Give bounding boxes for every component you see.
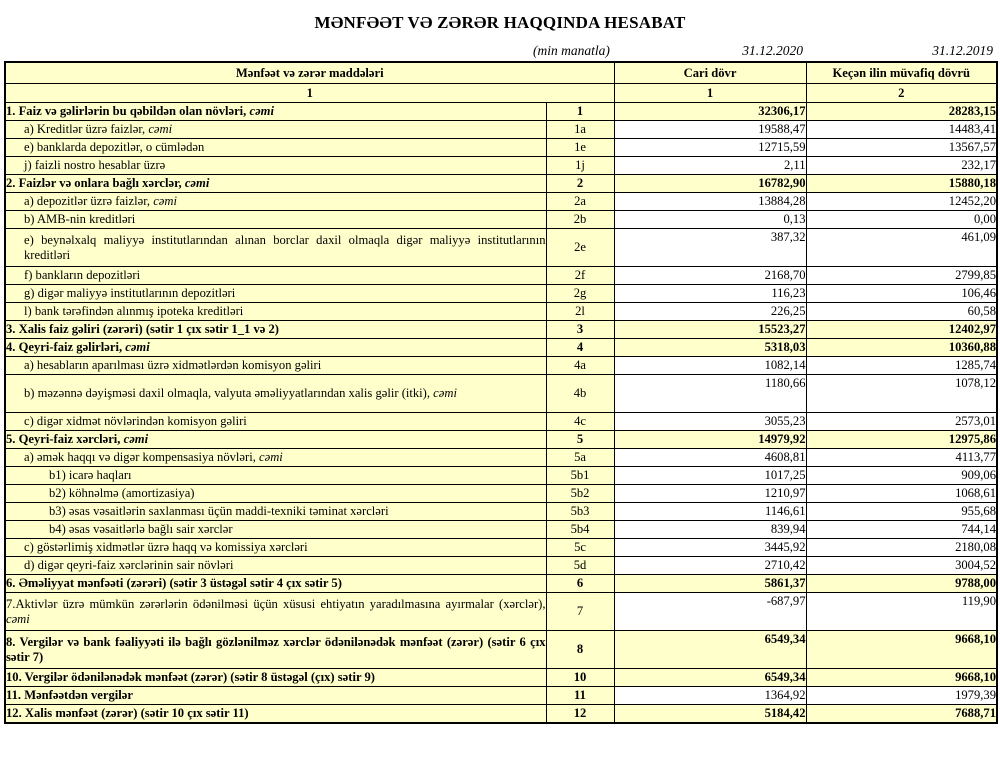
index-previous: 2 — [806, 84, 997, 103]
table-row — [5, 557, 997, 575]
row-number: 5a — [546, 449, 614, 467]
row-label-text: g) digər maliyyə institutlarının depozitləri — [24, 286, 236, 301]
value-previous-period: 461,09 — [806, 229, 997, 267]
row-number: 8 — [546, 631, 614, 669]
row-label — [5, 503, 546, 521]
row-number: 12 — [546, 705, 614, 724]
value-previous-period: 3004,52 — [806, 557, 997, 575]
table-row — [5, 669, 997, 687]
row-label-text: 4. Qeyri-faiz gəlirləri, — [6, 340, 126, 355]
value-current-period: 1364,92 — [614, 687, 806, 705]
value-current-period: 116,23 — [614, 285, 806, 303]
value-current-period: 3055,23 — [614, 413, 806, 431]
table-row — [5, 139, 997, 157]
row-label-text: 8. Vergilər və bank fəaliyyəti ilə bağlı gözlənilməz xərclər ödənilənədək mənfəət (zərər) (sətir 6 çıx sətir 7) — [6, 634, 546, 664]
value-previous-period: 0,00 — [806, 211, 997, 229]
table-row — [5, 687, 997, 705]
row-number: 1a — [546, 121, 614, 139]
table-row — [5, 357, 997, 375]
row-number: 5b3 — [546, 503, 614, 521]
value-current-period: 12715,59 — [614, 139, 806, 157]
index-current: 1 — [614, 84, 806, 103]
table-row — [5, 705, 997, 724]
row-label-italic-suffix: cəmi — [249, 104, 274, 119]
row-number: 2l — [546, 303, 614, 321]
row-label-text: b2) köhnəlmə (amortizasiya) — [49, 486, 195, 501]
row-label-italic-suffix: cəmi — [123, 432, 149, 447]
row-label-text: 3. Xalis faiz gəliri (zərəri) (sətir 1 çıx sətir 1_1 və 2) — [6, 322, 279, 337]
row-number: 4b — [546, 375, 614, 413]
row-label — [5, 575, 546, 593]
date-current: 31.12.2020 — [742, 43, 803, 58]
row-label-text: a) hesabların aparılması üzrə xidmətlərdən komisyon gəliri — [24, 358, 322, 373]
value-current-period: 6549,34 — [614, 631, 806, 669]
table-row — [5, 303, 997, 321]
row-label-text: 10. Vergilər ödənilənədək mənfəət (zərər) (sətir 8 üstəgəl (çıx) sətir 9) — [6, 670, 375, 685]
pnl-table — [4, 61, 998, 724]
row-label — [5, 267, 546, 285]
value-current-period: 0,13 — [614, 211, 806, 229]
row-number: 1 — [546, 103, 614, 121]
value-current-period: 1146,61 — [614, 503, 806, 521]
row-label — [5, 431, 546, 449]
row-label — [5, 557, 546, 575]
row-label-italic-suffix: cəmi — [259, 450, 283, 465]
row-number: 6 — [546, 575, 614, 593]
value-previous-period: 12975,86 — [806, 431, 997, 449]
value-current-period: 226,25 — [614, 303, 806, 321]
table-row — [5, 593, 997, 631]
table-row — [5, 539, 997, 557]
value-previous-period: 1979,39 — [806, 687, 997, 705]
value-previous-period: 15880,18 — [806, 175, 997, 193]
table-row — [5, 175, 997, 193]
row-number: 5b4 — [546, 521, 614, 539]
value-current-period: 32306,17 — [614, 103, 806, 121]
row-label-text: 12. Xalis mənfəət (zərər) (sətir 10 çıx sətir 11) — [6, 706, 249, 721]
value-previous-period: 909,06 — [806, 467, 997, 485]
unit-note: (min manatla) — [533, 43, 610, 58]
value-current-period: 2168,70 — [614, 267, 806, 285]
row-number: 5c — [546, 539, 614, 557]
row-label — [5, 121, 546, 139]
row-label — [5, 229, 546, 267]
row-number: 11 — [546, 687, 614, 705]
table-row — [5, 575, 997, 593]
row-label-text: a) əmək haqqı və digər kompensasiya növləri, — [24, 450, 260, 465]
row-number: 2a — [546, 193, 614, 211]
table-row — [5, 431, 997, 449]
table-row — [5, 413, 997, 431]
row-label-text: b) məzənnə dəyişməsi daxil olmaqla, valyuta əməliyyatlarından xalis gəlir (itki), — [24, 386, 434, 401]
row-label — [5, 321, 546, 339]
row-label — [5, 175, 546, 193]
row-label — [5, 687, 546, 705]
header-previous-column: Keçən ilin müvafiq dövrü — [806, 62, 997, 84]
table-row — [5, 521, 997, 539]
value-current-period: 19588,47 — [614, 121, 806, 139]
value-previous-period: 60,58 — [806, 303, 997, 321]
value-current-period: 1017,25 — [614, 467, 806, 485]
row-label-italic-suffix: cəmi — [433, 386, 457, 401]
value-previous-period: 13567,57 — [806, 139, 997, 157]
table-row — [5, 485, 997, 503]
table-row — [5, 467, 997, 485]
row-label — [5, 413, 546, 431]
value-current-period: 839,94 — [614, 521, 806, 539]
value-previous-period: 28283,15 — [806, 103, 997, 121]
value-current-period: 4608,81 — [614, 449, 806, 467]
row-number: 2f — [546, 267, 614, 285]
row-label — [5, 375, 546, 413]
value-current-period: 6549,34 — [614, 669, 806, 687]
row-number: 2e — [546, 229, 614, 267]
value-previous-period: 232,17 — [806, 157, 997, 175]
value-current-period: 5318,03 — [614, 339, 806, 357]
row-label-text: c) digər xidmət növlərindən komisyon gəliri — [24, 414, 247, 429]
row-label — [5, 139, 546, 157]
value-previous-period: 2573,01 — [806, 413, 997, 431]
row-label-text: b1) icarə haqları — [49, 468, 132, 483]
value-previous-period: 1068,61 — [806, 485, 997, 503]
table-row — [5, 503, 997, 521]
value-previous-period: 4113,77 — [806, 449, 997, 467]
value-current-period: 1180,66 — [614, 375, 806, 413]
value-previous-period: 2180,08 — [806, 539, 997, 557]
row-label — [5, 521, 546, 539]
row-label-text: 7.Aktivlər üzrə mümkün zərərlərin ödənilməsi üçün xüsusi ehtiyatın yaradılmasına ayırmalar (xərclər), — [6, 596, 546, 611]
table-row — [5, 157, 997, 175]
row-label — [5, 193, 546, 211]
value-previous-period: 10360,88 — [806, 339, 997, 357]
meta-row — [4, 43, 996, 59]
table-row — [5, 121, 997, 139]
row-label — [5, 211, 546, 229]
value-previous-period: 12402,97 — [806, 321, 997, 339]
row-number: 5b1 — [546, 467, 614, 485]
row-label-text: f) bankların depozitləri — [24, 268, 141, 283]
row-label-text: 11. Mənfəətdən vergilər — [6, 688, 133, 703]
row-label-text: 1. Faiz və gəlirlərin bu qəbildən olan növləri, — [6, 104, 250, 119]
row-label-italic-suffix: cəmi — [148, 122, 173, 137]
table-row — [5, 211, 997, 229]
table-row — [5, 229, 997, 267]
row-label-italic-suffix: cəmi — [6, 611, 30, 626]
value-current-period: 3445,92 — [614, 539, 806, 557]
row-label-text: e) beynəlxalq maliyyə institutlarından alınan borclar daxil olmaqla digər maliyyə institutlarının kreditləri — [24, 232, 546, 262]
row-label — [5, 339, 546, 357]
value-current-period: 14979,92 — [614, 431, 806, 449]
row-label — [5, 539, 546, 557]
table-header-row — [5, 62, 997, 84]
value-current-period: 16782,90 — [614, 175, 806, 193]
row-label-text: 2. Faizlər və onlara bağlı xərclər, — [6, 176, 185, 191]
value-current-period: 2710,42 — [614, 557, 806, 575]
table-row — [5, 193, 997, 211]
row-label-text: d) digər qeyri-faiz xərclərinin sair növləri — [24, 558, 234, 573]
header-items-column: Mənfəət və zərər maddələri — [5, 62, 614, 84]
row-label — [5, 593, 546, 631]
row-number: 4c — [546, 413, 614, 431]
value-current-period: -687,97 — [614, 593, 806, 631]
row-label — [5, 357, 546, 375]
value-previous-period: 7688,71 — [806, 705, 997, 724]
page-title: MƏNFƏƏT VƏ ZƏRƏR HAQQINDA HESABAT — [314, 13, 686, 32]
column-index-row — [5, 84, 997, 103]
row-number: 7 — [546, 593, 614, 631]
row-label-italic-suffix: cəmi — [125, 340, 150, 355]
row-label-text: j) faizli nostro hesablar üzrə — [24, 158, 166, 173]
value-current-period: 1082,14 — [614, 357, 806, 375]
row-number: 10 — [546, 669, 614, 687]
row-label — [5, 485, 546, 503]
row-number: 2g — [546, 285, 614, 303]
value-current-period: 13884,28 — [614, 193, 806, 211]
row-number: 5 — [546, 431, 614, 449]
table-row — [5, 375, 997, 413]
table-row — [5, 267, 997, 285]
row-label — [5, 705, 546, 724]
row-number: 2 — [546, 175, 614, 193]
value-current-period: 1210,97 — [614, 485, 806, 503]
row-label — [5, 285, 546, 303]
row-number: 1j — [546, 157, 614, 175]
value-current-period: 15523,27 — [614, 321, 806, 339]
value-previous-period: 2799,85 — [806, 267, 997, 285]
row-label-text: c) göstərlimiş xidmətlər üzrə haqq və komissiya xərcləri — [24, 540, 308, 555]
value-previous-period: 14483,41 — [806, 121, 997, 139]
value-previous-period: 119,90 — [806, 593, 997, 631]
row-label — [5, 449, 546, 467]
table-row — [5, 339, 997, 357]
date-previous: 31.12.2019 — [932, 43, 993, 58]
value-previous-period: 9668,10 — [806, 669, 997, 687]
header-current-column: Cari dövr — [614, 62, 806, 84]
value-previous-period: 9788,00 — [806, 575, 997, 593]
table-row — [5, 631, 997, 669]
value-previous-period: 9668,10 — [806, 631, 997, 669]
row-number: 3 — [546, 321, 614, 339]
row-number: 5b2 — [546, 485, 614, 503]
value-current-period: 5861,37 — [614, 575, 806, 593]
table-row — [5, 321, 997, 339]
row-label — [5, 103, 546, 121]
table-row — [5, 449, 997, 467]
table-row — [5, 103, 997, 121]
row-number: 5d — [546, 557, 614, 575]
row-label-text: e) banklarda depozitlər, o cümlədən — [24, 140, 205, 155]
row-label — [5, 303, 546, 321]
row-label-text: b4) əsas vəsaitlərlə bağlı sair xərclər — [49, 522, 233, 537]
value-previous-period: 955,68 — [806, 503, 997, 521]
row-label-text: b) AMB-nin kreditləri — [24, 212, 136, 227]
row-number: 4 — [546, 339, 614, 357]
row-label-text: l) bank tərəfindən alınmış ipoteka kreditləri — [24, 304, 244, 319]
value-current-period: 387,32 — [614, 229, 806, 267]
row-label-text: 5. Qeyri-faiz xərcləri, — [6, 432, 124, 447]
value-current-period: 2,11 — [614, 157, 806, 175]
row-number: 2b — [546, 211, 614, 229]
row-number: 4a — [546, 357, 614, 375]
value-previous-period: 1078,12 — [806, 375, 997, 413]
value-previous-period: 744,14 — [806, 521, 997, 539]
row-label — [5, 631, 546, 669]
value-previous-period: 1285,74 — [806, 357, 997, 375]
row-label — [5, 157, 546, 175]
table-row — [5, 285, 997, 303]
value-current-period: 5184,42 — [614, 705, 806, 724]
row-label-text: 6. Əməliyyat mənfəəti (zərəri) (sətir 3 üstəgəl sətir 4 çıx sətir 5) — [6, 576, 342, 591]
row-label — [5, 467, 546, 485]
row-label-text: a) Kreditlər üzrə faizlər, — [24, 122, 149, 137]
table-body — [5, 103, 997, 724]
index-items: 1 — [5, 84, 614, 103]
row-label-text: a) depozitlər üzrə faizlər, — [24, 194, 154, 209]
value-previous-period: 106,46 — [806, 285, 997, 303]
row-number: 1e — [546, 139, 614, 157]
value-previous-period: 12452,20 — [806, 193, 997, 211]
row-label-text: b3) əsas vəsaitlərin saxlanması üçün maddi-texniki təminat xərcləri — [49, 504, 389, 519]
row-label-italic-suffix: cəmi — [153, 194, 177, 209]
row-label — [5, 669, 546, 687]
row-label-italic-suffix: cəmi — [184, 176, 210, 191]
